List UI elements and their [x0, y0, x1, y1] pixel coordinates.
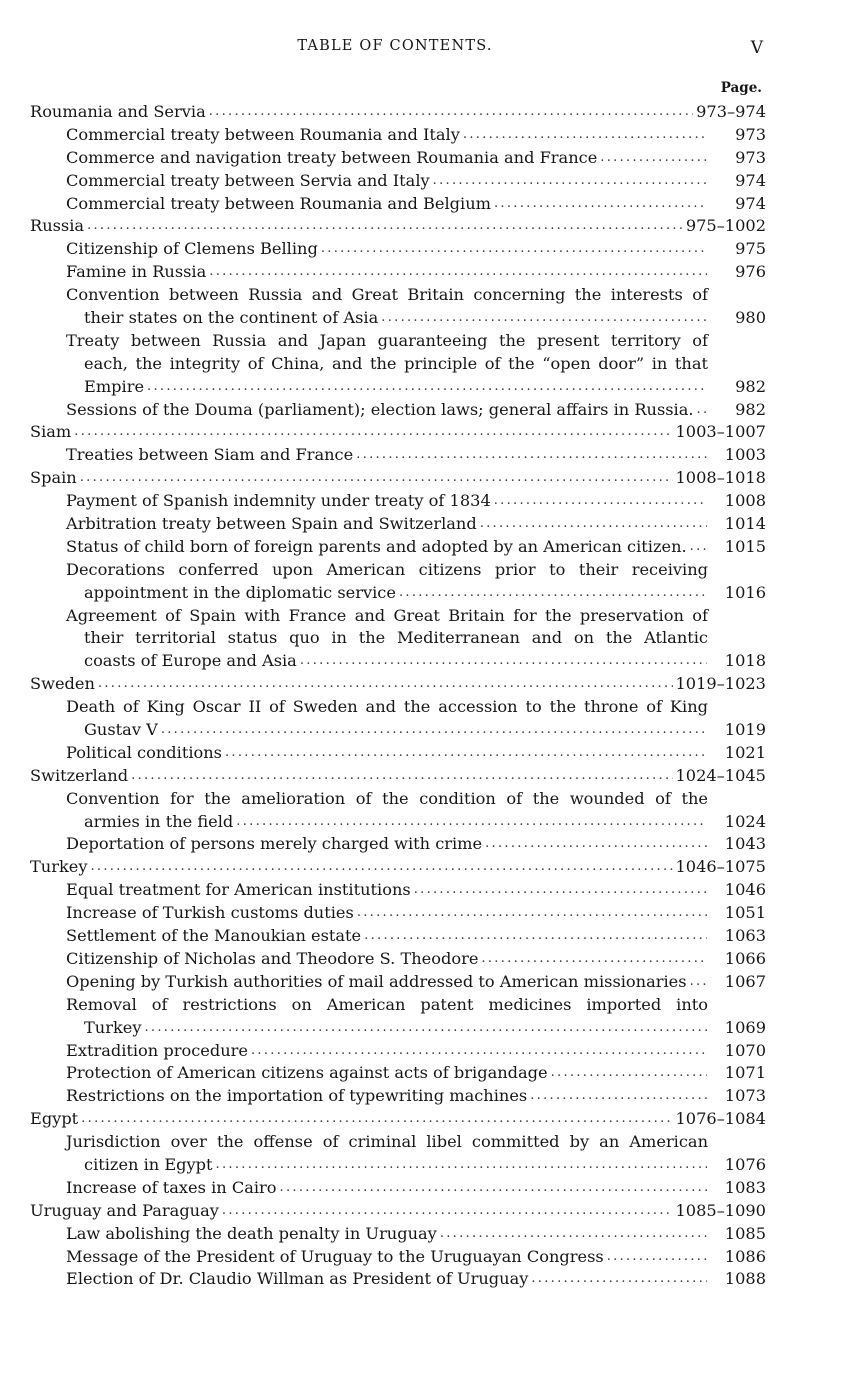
toc-entry — [30, 353, 766, 376]
toc-page-number: 1088 — [724, 1269, 766, 1289]
toc-entry — [30, 605, 766, 628]
leader-dots — [494, 193, 707, 216]
leader-dots — [209, 261, 707, 284]
toc-page-number: 1046–1075 — [675, 857, 766, 877]
header-title: TABLE OF CONTENTS. — [297, 38, 493, 54]
toc-section — [30, 1200, 766, 1223]
toc-page-number: 973 — [735, 147, 766, 167]
toc-page-number: 973 — [735, 124, 766, 144]
toc-page-number: 1008 — [724, 491, 766, 511]
toc-entry — [30, 994, 766, 1017]
toc-entry-text: Message of the President of Uruguay to the Uruguayan Congress — [66, 1246, 604, 1266]
toc-page-number: 982 — [735, 399, 766, 419]
toc-entry-text: Citizenship of Nicholas and Theodore S. Theodore — [66, 948, 479, 968]
toc-entry — [30, 1017, 766, 1040]
toc-entry — [30, 1040, 766, 1063]
toc-page-number: 1076 — [724, 1154, 766, 1174]
toc-section — [30, 765, 766, 788]
toc-entry-text: Commercial treaty between Roumania and Italy — [66, 124, 460, 144]
toc-entry-text: Gustav V — [84, 720, 158, 740]
leader-dots — [131, 765, 672, 788]
toc-entry-text: Russia — [30, 216, 85, 236]
toc-page-number: 1083 — [724, 1177, 766, 1197]
toc-entry — [30, 971, 766, 994]
toc-entry — [30, 124, 766, 147]
toc-entry-text: Agreement of Spain with France and Great Britain for the preservation of — [66, 605, 708, 625]
toc-entry-text: armies in the field — [84, 811, 234, 831]
toc-entry-text: Citizenship of Clemens Belling — [66, 239, 318, 259]
toc-entry — [30, 444, 766, 467]
toc-page-number: 1021 — [724, 742, 766, 762]
toc-section — [30, 101, 766, 124]
toc-entry-text: Convention between Russia and Great Britain concerning the interests of — [66, 285, 708, 305]
toc-page-number: 1063 — [724, 926, 766, 946]
toc-entry-text: Protection of American citizens against acts of brigandage — [66, 1063, 548, 1083]
toc-entry — [30, 834, 766, 857]
leader-dots — [236, 811, 707, 834]
running-header — [0, 38, 857, 62]
toc-entry — [30, 811, 766, 834]
toc-entry — [30, 307, 766, 330]
toc-entry-text: Extradition procedure — [66, 1040, 248, 1060]
toc-page-number: 1085 — [724, 1223, 766, 1243]
toc-page-number: 974 — [735, 170, 766, 190]
leader-dots — [80, 467, 673, 490]
toc-entry-text: Law abolishing the death penalty in Uruguay — [66, 1223, 437, 1243]
toc-page-number: 1019–1023 — [675, 674, 766, 694]
toc-entry-text: Arbitration treaty between Spain and Switzerland — [66, 514, 477, 534]
toc-entry — [30, 788, 766, 811]
toc-page-number: 1018 — [724, 651, 766, 671]
leader-dots — [300, 650, 707, 673]
toc-entry — [30, 948, 766, 971]
toc-entry-text: Death of King Oscar II of Sweden and the accession to the throne of King — [66, 697, 708, 717]
leader-dots — [147, 376, 707, 399]
leader-dots — [81, 1108, 672, 1131]
leader-dots — [690, 536, 707, 559]
toc-section — [30, 215, 766, 238]
leader-dots — [433, 170, 707, 193]
toc-entry-text: Treaties between Siam and France — [66, 445, 354, 465]
toc-entry — [30, 376, 766, 399]
toc-entry — [30, 742, 766, 765]
leader-dots — [480, 513, 707, 536]
toc-section — [30, 673, 766, 696]
toc-page-number: 1003–1007 — [675, 422, 766, 442]
toc-entry — [30, 1246, 766, 1269]
toc-entry-text: Treaty between Russia and Japan guaranteeing the present territory of — [66, 330, 708, 350]
toc-page-number: 1086 — [724, 1246, 766, 1266]
leader-dots — [481, 948, 707, 971]
toc-list — [30, 101, 766, 1291]
toc-entry-text: Deportation of persons merely charged with crime — [66, 834, 483, 854]
toc-entry — [30, 513, 766, 536]
toc-page-number: 1067 — [724, 971, 766, 991]
toc-entry-text: Opening by Turkish authorities of mail addressed to American missionaries — [66, 971, 687, 991]
toc-entry-text: each, the integrity of China, and the principle of the “open door” in that — [84, 353, 708, 373]
page-column-label: Page. — [720, 80, 762, 96]
toc-page-number: 1008–1018 — [675, 468, 766, 488]
toc-page-number: 1076–1084 — [675, 1109, 766, 1129]
toc-page-number: 1024 — [724, 811, 766, 831]
toc-entry — [30, 1268, 766, 1291]
leader-dots — [690, 971, 707, 994]
toc-section — [30, 467, 766, 490]
toc-entry-text: Increase of taxes in Cairo — [66, 1177, 277, 1197]
toc-page-number: 1016 — [724, 582, 766, 602]
toc-entry-text: Removal of restrictions on American patent medicines imported into — [66, 994, 708, 1014]
toc-entry-text: appointment in the diplomatic service — [84, 582, 396, 602]
toc-section — [30, 1108, 766, 1131]
toc-entry — [30, 330, 766, 353]
toc-entry-text: Turkey — [30, 857, 88, 877]
leader-dots — [600, 147, 707, 170]
toc-entry-text: Equal treatment for American institutions — [66, 880, 411, 900]
toc-entry — [30, 1062, 766, 1085]
toc-page-number: 980 — [735, 308, 766, 327]
toc-entry — [30, 650, 766, 673]
toc-page-number: 1085–1090 — [675, 1200, 766, 1220]
toc-entry-text: Jurisdiction over the offense of criminal libel committed by an American — [66, 1132, 708, 1152]
toc-entry — [30, 559, 766, 582]
toc-entry — [30, 170, 766, 193]
toc-entry — [30, 627, 766, 650]
leader-dots — [251, 1040, 707, 1063]
toc-entry — [30, 719, 766, 742]
toc-page-number: 1046 — [724, 880, 766, 900]
leader-dots — [209, 101, 693, 124]
leader-dots — [161, 719, 707, 742]
leader-dots — [87, 215, 683, 238]
toc-page-number: 1003 — [724, 445, 766, 465]
toc-entry — [30, 147, 766, 170]
leader-dots — [463, 124, 707, 147]
toc-entry-text: citizen in Egypt — [84, 1154, 213, 1174]
leader-dots — [321, 238, 707, 261]
leader-dots — [494, 490, 707, 513]
toc-entry-text: Turkey — [84, 1017, 142, 1037]
leader-dots — [98, 673, 673, 696]
toc-page-number: 975 — [735, 239, 766, 259]
toc-entry-text: Settlement of the Manoukian estate — [66, 926, 362, 946]
toc-page-number: 976 — [735, 262, 766, 282]
toc-entry-text: Famine in Russia — [66, 262, 207, 282]
toc-entry-text: Political conditions — [66, 742, 222, 762]
toc-entry-text: Commercial treaty between Roumania and Belgium — [66, 193, 491, 213]
toc-entry — [30, 284, 766, 307]
leader-dots — [225, 742, 707, 765]
toc-entry-text: Uruguay and Paraguay — [30, 1200, 219, 1220]
toc-page-number: 975–1002 — [685, 216, 766, 236]
leader-dots — [356, 444, 707, 467]
toc-page-number: 1066 — [724, 948, 766, 968]
leader-dots — [551, 1062, 707, 1085]
leader-dots — [607, 1246, 707, 1269]
leader-dots — [381, 307, 707, 330]
toc-entry — [30, 193, 766, 216]
leader-dots — [531, 1268, 707, 1291]
header-page-number: V — [750, 38, 763, 58]
leader-dots — [357, 902, 707, 925]
toc-page-number: 1070 — [724, 1040, 766, 1060]
toc-entry — [30, 902, 766, 925]
toc-section — [30, 421, 766, 444]
toc-entry — [30, 1154, 766, 1177]
toc-page-number: 1043 — [724, 834, 766, 854]
toc-entry — [30, 582, 766, 605]
toc-entry-text: coasts of Europe and Asia — [84, 651, 297, 671]
toc-section — [30, 856, 766, 879]
toc-entry — [30, 925, 766, 948]
toc-entry — [30, 1223, 766, 1246]
toc-entry-text: Commercial treaty between Servia and Italy — [66, 170, 430, 190]
leader-dots — [530, 1085, 707, 1108]
toc-page-number: 1071 — [724, 1063, 766, 1083]
leader-dots — [399, 582, 707, 605]
leader-dots — [74, 421, 672, 444]
toc-entry — [30, 238, 766, 261]
toc-entry-text: Commerce and navigation treaty between Roumania and France — [66, 147, 598, 167]
toc-page-number: 1024–1045 — [675, 765, 766, 785]
toc-entry-text: Convention for the amelioration of the condition of the wounded of the — [66, 788, 708, 808]
toc-entry-text: Spain — [30, 468, 77, 488]
toc-entry-text: Decorations conferred upon American citizens prior to their receiving — [66, 559, 708, 579]
toc-entry — [30, 879, 766, 902]
toc-entry — [30, 261, 766, 284]
leader-dots — [216, 1154, 707, 1177]
leader-dots — [485, 833, 707, 856]
leader-dots — [145, 1017, 708, 1040]
toc-entry-text: Payment of Spanish indemnity under treaty of 1834 — [66, 491, 491, 511]
toc-entry — [30, 1131, 766, 1154]
leader-dots — [91, 856, 673, 879]
toc-page-number: 1069 — [724, 1017, 766, 1037]
leader-dots — [222, 1200, 673, 1223]
toc-entry-text: Siam — [30, 422, 72, 442]
toc-entry — [30, 536, 766, 559]
toc-entry — [30, 696, 766, 719]
leader-dots — [414, 879, 707, 902]
toc-page-number: 974 — [735, 193, 766, 213]
toc-page-number: 1073 — [724, 1086, 766, 1106]
toc-entry — [30, 1177, 766, 1200]
leader-dots — [440, 1223, 707, 1246]
leader-dots — [697, 399, 707, 422]
toc-entry — [30, 1085, 766, 1108]
toc-page-number: 982 — [735, 376, 766, 396]
toc-page-number: 1015 — [724, 536, 766, 556]
toc-entry-text: Switzerland — [30, 765, 129, 785]
toc-page-number: 973–974 — [696, 101, 766, 121]
toc-page-number: 1019 — [724, 720, 766, 740]
toc-entry-text: Status of child born of foreign parents and adopted by an American citizen. — [66, 536, 687, 556]
toc-entry — [30, 490, 766, 513]
toc-page-number: 1014 — [724, 514, 766, 534]
toc-entry-text: Egypt — [30, 1109, 79, 1129]
toc-entry — [30, 399, 766, 422]
leader-dots — [364, 925, 707, 948]
toc-entry-text: Restrictions on the importation of typewriting machines — [66, 1086, 528, 1106]
toc-entry-text: Election of Dr. Claudio Willman as President of Uruguay — [66, 1269, 529, 1289]
toc-entry-text: their states on the continent of Asia — [84, 308, 379, 327]
toc-entry-text: Roumania and Servia — [30, 101, 206, 121]
leader-dots — [280, 1177, 707, 1200]
toc-entry-text: Empire — [84, 376, 145, 396]
toc-entry-text: Increase of Turkish customs duties — [66, 903, 354, 923]
toc-entry-text: their territorial status quo in the Mediterranean and on the Atlantic — [84, 628, 708, 648]
toc-entry-text: Sweden — [30, 674, 95, 694]
toc-page-number: 1051 — [724, 903, 766, 923]
toc-entry-text: Sessions of the Douma (parliament); election laws; general affairs in Russia. — [66, 399, 694, 419]
